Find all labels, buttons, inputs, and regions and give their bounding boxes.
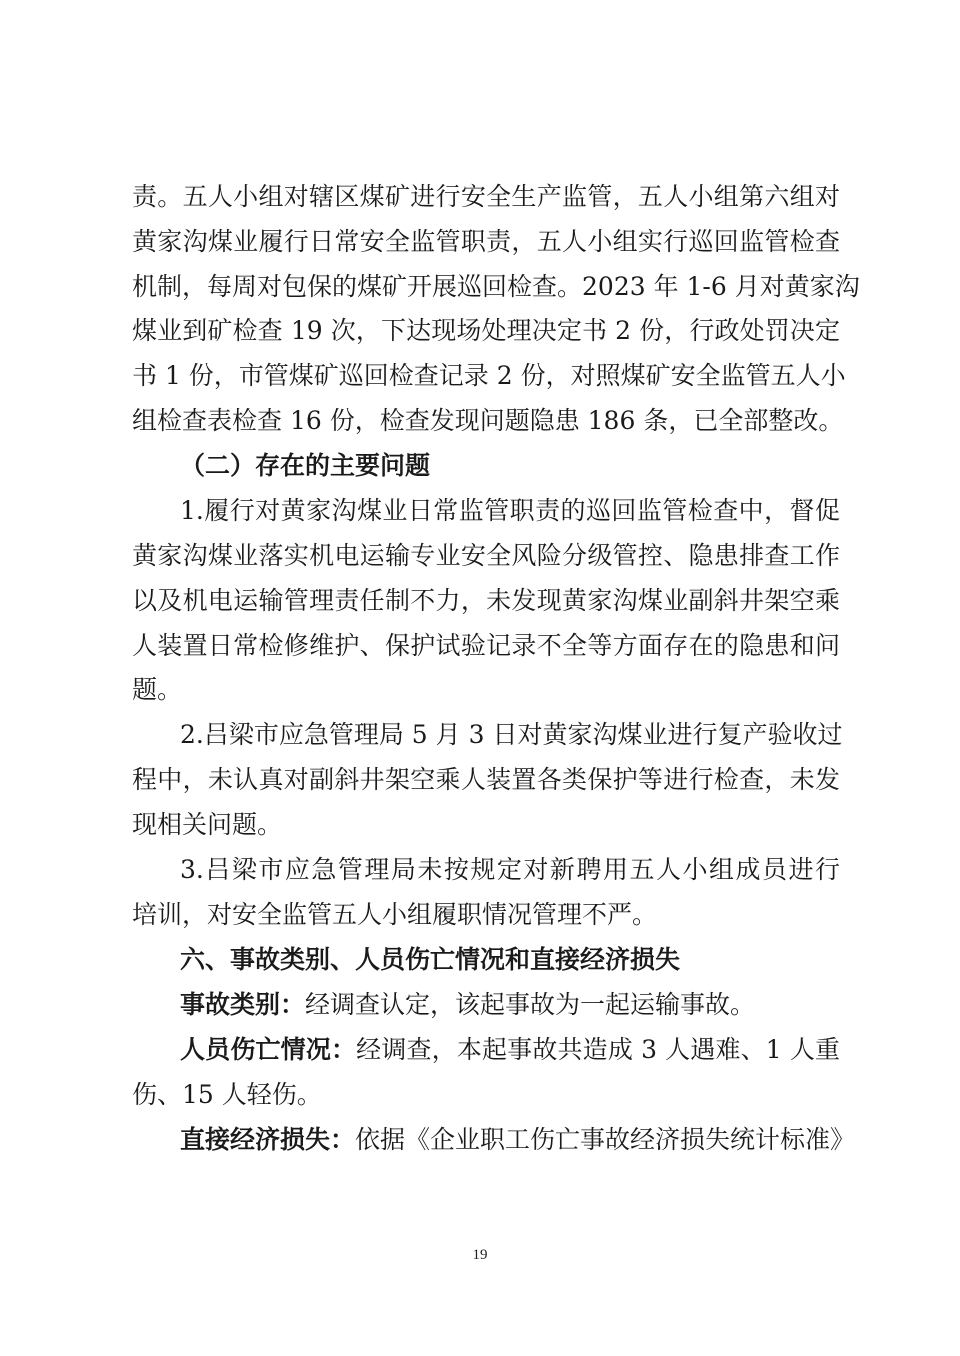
problem-2-line: 程中，未认真对副斜井架空乘人装置各类保护等进行检查，未发	[132, 765, 840, 794]
paragraph-line: 黄家沟煤业履行日常安全监管职责，五人小组实行巡回监管检查	[132, 227, 840, 256]
economic-loss-text: 依据《企业职工伤亡事故经济损失统计标准》	[355, 1125, 856, 1154]
problem-3-line: 培训，对安全监管五人小组履职情况管理不严。	[132, 900, 658, 929]
paragraph-line: 书 1 份，市管煤矿巡回检查记录 2 份，对照煤矿安全监管五人小	[132, 361, 846, 390]
section-heading: （二）存在的主要问题	[180, 451, 431, 480]
problem-1-line: 以及机电运输管理责任制不力，未发现黄家沟煤业副斜井架空乘	[132, 586, 840, 615]
paragraph-line: 煤业到矿检查 19 次，下达现场处理决定书 2 份，行政处罚决定	[132, 316, 840, 345]
casualties-label: 人员伤亡情况：	[180, 1035, 357, 1064]
paragraph-line: 责。五人小组对辖区煤矿进行安全生产监管，五人小组第六组对	[132, 182, 840, 211]
accident-category-label: 事故类别：	[180, 990, 306, 1019]
accident-category-text: 经调查认定，该起事故为一起运输事故。	[305, 990, 756, 1019]
problem-1-line: 人装置日常检修维护、保护试验记录不全等方面存在的隐患和问	[132, 631, 840, 660]
problem-1-line: 题。	[132, 675, 183, 704]
problem-1-line: 黄家沟煤业落实机电运输专业安全风险分级管控、隐患排查工作	[132, 541, 840, 570]
page-number: 19	[472, 1247, 488, 1263]
accident-category	[180, 988, 840, 1022]
paragraph-line: 组检查表检查 16 份，检查发现问题隐患 186 条，已全部整改。	[132, 406, 844, 435]
casualties	[180, 1033, 840, 1067]
problem-1-line: 1.履行对黄家沟煤业日常监管职责的巡回监管检查中，督促	[180, 496, 840, 525]
economic-loss	[180, 1123, 856, 1157]
problem-2-line: 现相关问题。	[132, 810, 283, 839]
casualties-continued: 伤、15 人轻伤。	[132, 1080, 322, 1109]
problem-3-line: 3.吕梁市应急管理局未按规定对新聘用五人小组成员进行	[180, 855, 840, 884]
chapter-heading: 六、事故类别、人员伤亡情况和直接经济损失	[180, 945, 681, 974]
economic-loss-label: 直接经济损失：	[180, 1125, 356, 1154]
casualties-text: 经调查，本起事故共造成 3 人遇难、1 人重	[356, 1035, 840, 1064]
paragraph-line: 机制，每周对包保的煤矿开展巡回检查。2023 年 1-6 月对黄家沟	[132, 272, 860, 301]
problem-2-line: 2.吕梁市应急管理局 5 月 3 日对黄家沟煤业进行复产验收过	[180, 720, 843, 749]
